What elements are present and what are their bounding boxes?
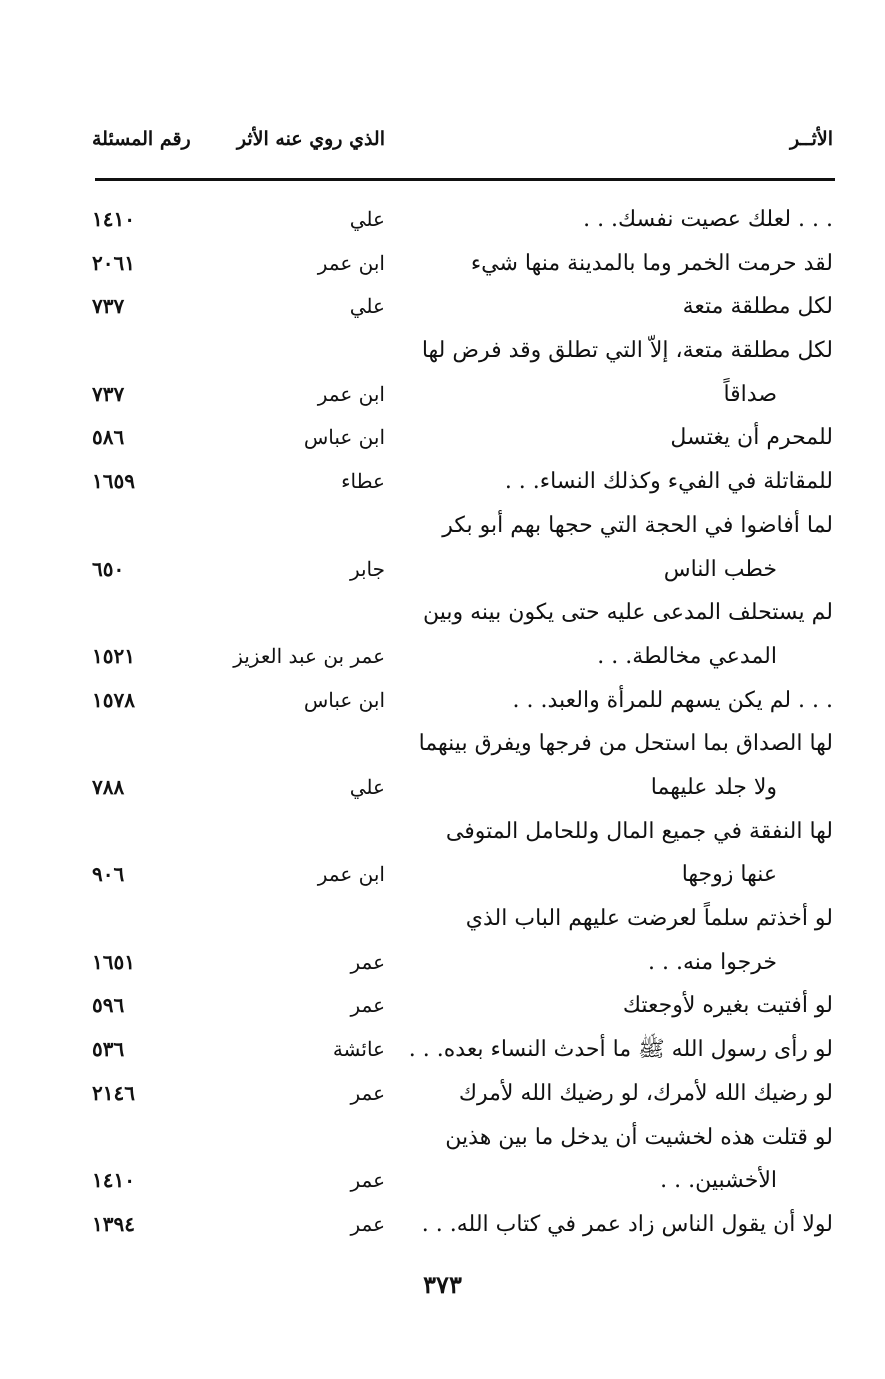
index-row [0, 242, 885, 286]
index-row [0, 1116, 885, 1203]
athar-text: . . . لعلك عصيت نفسك. . . [583, 207, 833, 232]
index-row [0, 285, 885, 329]
index-row [0, 504, 885, 591]
narrator: عطاء [341, 469, 385, 494]
narrator: عمر بن عبد العزيز [233, 643, 385, 668]
issue-number: ٧٣٧ [92, 294, 125, 319]
athar-text: للمحرم أن يغتسل [670, 425, 833, 451]
athar-text-continuation: خطب الناس [663, 556, 777, 582]
narrator: ابن عمر [317, 381, 385, 406]
index-row [0, 679, 885, 723]
athar-text: لم يستحلف المدعى عليه حتى يكون بينه وبين [422, 600, 833, 626]
athar-text-continuation: الأخشبين. . . [660, 1168, 777, 1194]
issue-number: ٥٣٦ [92, 1037, 125, 1062]
narrator: ابن عباس [303, 425, 385, 450]
narrator: عمر [350, 949, 385, 974]
index-row [0, 1072, 885, 1116]
index-row [0, 329, 885, 416]
issue-number: ١٣٩٤ [92, 1211, 135, 1236]
athar-text: لو رأى رسول الله ﷺ ما أحدث النساء بعده. . . [408, 1037, 833, 1063]
issue-number: ٢٠٦١ [92, 250, 135, 275]
narrator: علي [349, 774, 385, 799]
athar-text: لها الصداق بما استحل من فرجها ويفرق بينهما [418, 731, 833, 757]
issue-number: ١٤١٠ [92, 1168, 135, 1193]
narrator: عائشة [332, 1037, 385, 1062]
header-rule [95, 178, 835, 181]
issue-number: ٢١٤٦ [92, 1080, 135, 1105]
narrator: عمر [350, 1168, 385, 1193]
athar-text: لو أخذتم سلماً لعرضت عليهم الباب الذي [465, 906, 833, 932]
narrator: ابن عمر [317, 862, 385, 887]
index-row [0, 810, 885, 897]
athar-text: لو قتلت هذه لخشيت أن يدخل ما بين هذين [445, 1124, 833, 1150]
header-athar: الأثــر [789, 128, 833, 150]
narrator: ابن عباس [303, 687, 385, 712]
issue-number: ١٥٢١ [92, 643, 135, 668]
athar-text: لقد حرمت الخمر وما بالمدينة منها شيء [470, 250, 833, 276]
issue-number: ٧٨٨ [92, 774, 125, 799]
issue-number: ٥٨٦ [92, 425, 125, 450]
narrator: عمر [350, 1080, 385, 1105]
issue-number: ١٦٥٩ [92, 469, 135, 494]
athar-text: لولا أن يقول الناس زاد عمر في كتاب الله. . . [421, 1211, 833, 1237]
issue-number: ٥٩٦ [92, 993, 125, 1018]
athar-index-list [0, 198, 885, 1247]
index-row [0, 897, 885, 984]
issue-number: ٦٥٠ [92, 556, 125, 581]
issue-number: ٩٠٦ [92, 862, 125, 887]
athar-text: لكل مطلقة متعة [682, 294, 833, 320]
narrator: عمر [350, 993, 385, 1018]
issue-number: ٧٣٧ [92, 381, 125, 406]
index-row [0, 1203, 885, 1247]
athar-text: لها النفقة في جميع المال وللحامل المتوفى [445, 818, 833, 844]
header-issue-number: رقم المسئلة [92, 128, 191, 150]
index-row [0, 591, 885, 678]
narrator: عمر [350, 1211, 385, 1236]
athar-text-continuation: عنها زوجها [681, 862, 777, 888]
index-row [0, 198, 885, 242]
narrator: جابر [349, 556, 385, 581]
narrator: ابن عمر [317, 250, 385, 275]
header-narrator: الذي روي عنه الأثر [236, 128, 385, 150]
index-row [0, 984, 885, 1028]
athar-text-continuation: المدعي مخالطة. . . [597, 643, 777, 669]
athar-text: لو رضيك الله لأمرك، لو رضيك الله لأمرك [458, 1080, 833, 1106]
athar-text: . . . لم يكن يسهم للمرأة والعبد. . . [512, 687, 833, 713]
athar-text-continuation: ولا جلد عليهما [650, 774, 777, 800]
narrator: علي [349, 294, 385, 319]
athar-text-continuation: صداقاً [723, 381, 777, 407]
athar-text-continuation: خرجوا منه. . . [648, 949, 777, 975]
athar-text: لما أفاضوا في الحجة التي حجها بهم أبو بكر [442, 512, 833, 538]
athar-text: للمقاتلة في الفيء وكذلك النساء. . . [504, 469, 833, 495]
issue-number: ١٥٧٨ [92, 687, 135, 712]
issue-number: ١٦٥١ [92, 949, 135, 974]
page-number: ٣٧٣ [423, 1270, 462, 1299]
athar-text: لو أفتيت بغيره لأوجعتك [622, 993, 833, 1019]
index-row [0, 416, 885, 460]
issue-number: ١٤١٠ [92, 207, 135, 231]
index-row [0, 722, 885, 809]
index-row [0, 460, 885, 504]
athar-text: لكل مطلقة متعة، إلاّ التي تطلق وقد فرض لها [421, 338, 833, 364]
index-row [0, 1028, 885, 1072]
narrator: علي [349, 207, 385, 231]
